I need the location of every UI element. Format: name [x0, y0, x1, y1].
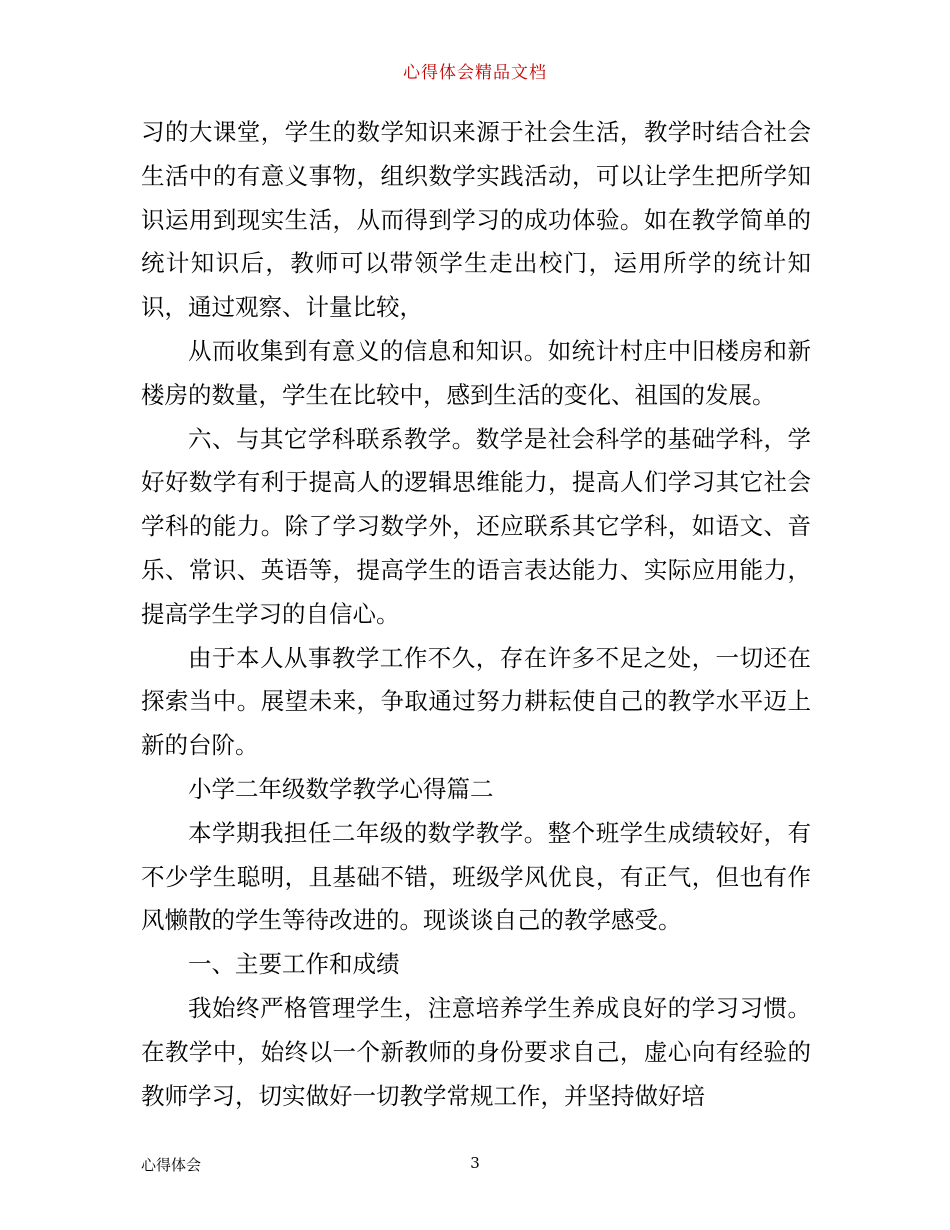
document-body: [141, 111, 811, 1118]
page-number: 3: [470, 1154, 480, 1172]
paragraph: 本学期我担任二年级的数学教学。整个班学生成绩较好，有不少学生聪明，且基础不错，班级学风优良，有正气，但也有作风懒散的学生等待改进的。现谈谈自己的教学感受。: [141, 818, 811, 935]
paragraph: 我始终严格管理学生，注意培养学生养成良好的学习习惯。在教学中，始终以一个新教师的身份要求自己，虚心向有经验的教师学习，切实做好一切教学常规工作，并坚持做好培: [141, 993, 811, 1110]
paragraph: 六、与其它学科联系教学。数学是社会科学的基础学科，学好好数学有利于提高人的逻辑思维能力，提高人们学习其它社会学科的能力。除了学习数学外，还应联系其它学科，如语文、音乐、常识、英语等，提高学生的语言表达能力、实际应用能力，提高学生学习的自信心。: [141, 424, 811, 628]
section-heading: 小学二年级数学教学心得篇二: [188, 774, 494, 803]
page-header-title: 心得体会精品文档: [403, 63, 547, 83]
footer-label: 心得体会: [141, 1156, 202, 1174]
paragraph: 由于本人从事教学工作不久，存在许多不足之处，一切还在探索当中。展望未来，争取通过努力耕耘使自己的教学水平迈上新的台阶。: [141, 643, 811, 760]
paragraph: 从而收集到有意义的信息和知识。如统计村庄中旧楼房和新楼房的数量，学生在比较中，感到生活的变化、祖国的发展。: [141, 336, 811, 409]
section-heading: 一、主要工作和成绩: [188, 950, 400, 979]
paragraph: 习的大课堂，学生的数学知识来源于社会生活，教学时结合社会生活中的有意义事物，组织数学实践活动，可以让学生把所学知识运用到现实生活，从而得到学习的成功体验。如在教学简单的统计知识后，教师可以带领学生走出校门，运用所学的统计知识，通过观察、计量比较，: [141, 118, 811, 322]
